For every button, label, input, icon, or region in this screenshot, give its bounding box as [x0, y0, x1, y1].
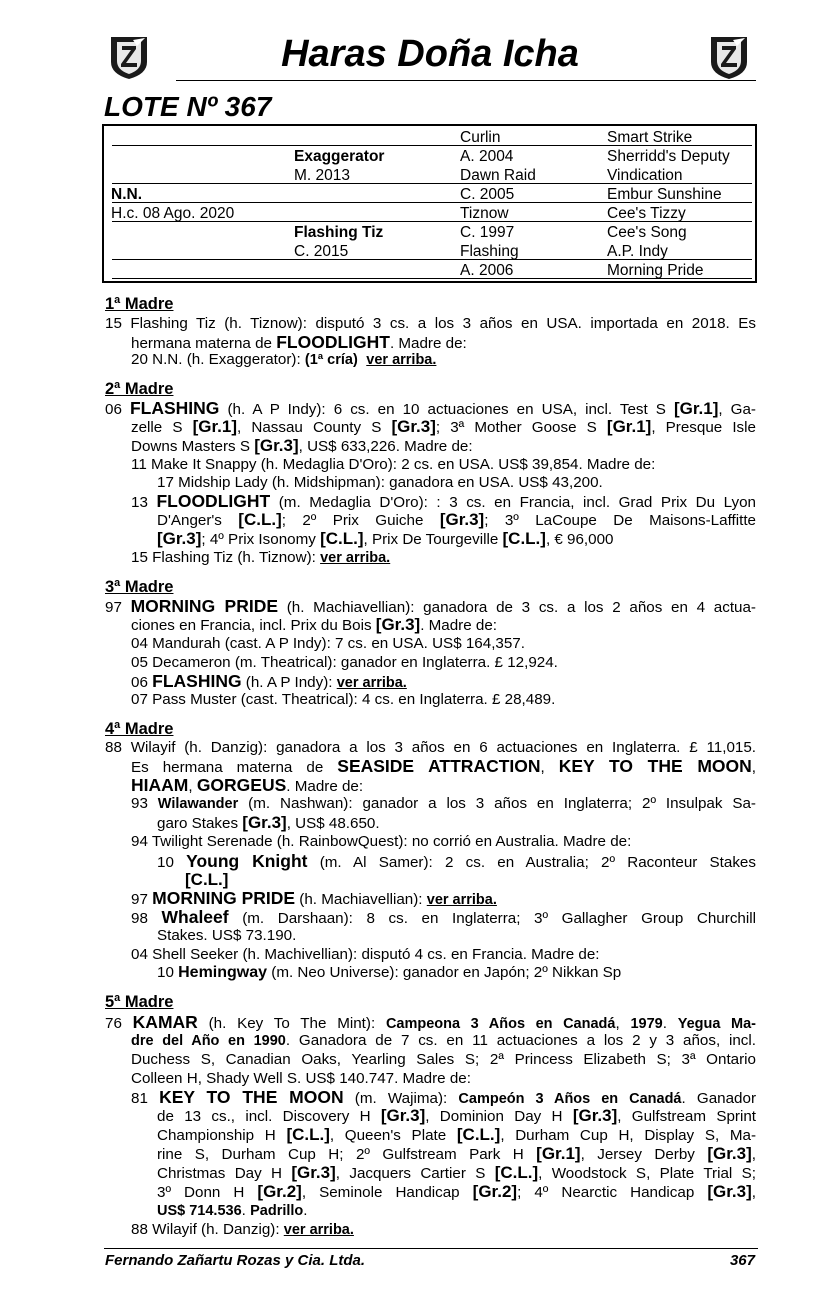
ver-arriba-link: ver arriba.	[320, 550, 391, 566]
dam-name: Flashing Tiz	[294, 224, 384, 241]
text-line: 05 Decameron (m. Theatrical): ganador en Inglaterra. £ 12,924.	[131, 654, 558, 671]
text-line: ciones en Francia, incl. Prix du Bois [Gr.3]. Madre de:	[131, 615, 498, 634]
sire-name: Exaggerator	[294, 148, 385, 165]
text-line: 93 Wilawander (m. Nashwan): ganador a los 3 años en Inglaterra; 2º Insulpak Sa-	[131, 795, 756, 812]
grandparent-name: Tiznow	[460, 205, 509, 222]
grandparent-name: Flashing	[460, 243, 519, 260]
footer-rule	[104, 1248, 758, 1249]
text-line: 97 MORNING PRIDE (h. Machiavellian): ver arriba.	[131, 888, 497, 908]
text-line: Championship H [C.L.], Queen's Plate [C.L.], Durham Cup H, Display S, Ma-	[157, 1125, 757, 1144]
text-line: de 13 cs., incl. Discovery H [Gr.3], Dominion Day H [Gr.3], Gulfstream Sprint	[157, 1106, 756, 1125]
text-line: 13 FLOODLIGHT (m. Medaglia D'Oro): : 3 cs. en Francia, incl. Grad Prix Du Lyon	[131, 491, 756, 511]
text-line: 81 KEY TO THE MOON (m. Wajima): Campeón 3 Años en Canadá. Ganador	[131, 1087, 756, 1107]
text-line: garo Stakes [Gr.3], US$ 48.650.	[157, 813, 380, 832]
text-line: 98 Whaleef (m. Darshaan): 8 cs. en Inglaterra; 3º Gallagher Group Churchill	[131, 907, 756, 927]
dam-detail: C. 2015	[294, 243, 349, 260]
ver-arriba-link: ver arriba.	[283, 1222, 354, 1238]
haras-logo-left-icon	[107, 34, 151, 80]
ver-arriba-link: ver arriba.	[426, 892, 497, 908]
great-grandparent: Cee's Tizzy	[607, 205, 686, 222]
text-line: Es hermana materna de SEASIDE ATTRACTION, KEY TO THE MOON,	[131, 756, 756, 776]
subject-name: N.N.	[111, 186, 142, 203]
great-grandparent: Embur Sunshine	[607, 186, 722, 203]
pedigree-table	[102, 124, 757, 283]
text-line: 97 MORNING PRIDE (h. Machiavellian): ganadora de 3 cs. a los 2 años en 4 actua-	[105, 596, 756, 616]
text-line: 76 KAMAR (h. Key To The Mint): Campeona 3 Años en Canadá, 1979. Yegua Ma-	[105, 1012, 756, 1032]
great-grandparent: A.P. Indy	[607, 243, 668, 260]
text-line: 04 Shell Seeker (h. Machivellian): disputó 4 cs. en Francia. Madre de:	[131, 946, 600, 963]
grandparent-detail: A. 2004	[460, 148, 514, 165]
text-line: Christmas Day H [Gr.3], Jacquers Cartier S [C.L.], Woodstock S, Plate Trial S;	[157, 1163, 756, 1182]
text-line: 3º Donn H [Gr.2], Seminole Handicap [Gr.2]; 4º Nearctic Handicap [Gr.3],	[157, 1182, 756, 1201]
great-grandparent: Vindication	[607, 167, 683, 184]
footer-company: Fernando Zañartu Rozas y Cia. Ltda.	[105, 1252, 366, 1269]
text-line: D'Anger's [C.L.]; 2º Prix Guiche [Gr.3]; 3º LaCoupe De Maisons-Laffitte	[157, 510, 757, 529]
text-line: 15 Flashing Tiz (h. Tiznow): disputó 3 cs. a los 3 años en USA. importada en 2018. Es	[105, 315, 756, 332]
text-line: hermana materna de FLOODLIGHT. Madre de:	[131, 332, 467, 352]
text-line: 15 Flashing Tiz (h. Tiznow): ver arriba.	[131, 549, 391, 566]
sire-detail: M. 2013	[294, 167, 351, 184]
text-line: dre del Año en 1990. Ganadora de 7 cs. en 11 actuaciones a los 2 y 3 años, incl.	[131, 1032, 756, 1049]
section-heading-4: 4ª Madre	[105, 720, 174, 738]
text-line: 94 Twilight Serenade (h. RainbowQuest): no corrió en Australia. Madre de:	[131, 833, 632, 850]
text-line: 04 Mandurah (cast. A P Indy): 7 cs. en USA. US$ 164,357.	[131, 635, 525, 652]
grandparent-detail: A. 2006	[460, 262, 514, 279]
text-line: 17 Midship Lady (h. Midshipman): ganadora en USA. US$ 43,200.	[157, 474, 603, 491]
great-grandparent: Cee's Song	[607, 224, 687, 241]
haras-logo-right-icon	[707, 34, 751, 80]
text-line: 88 Wilayif (h. Danzig): ganadora a los 3 años en 6 actuaciones en Inglaterra. £ 11,015.	[105, 739, 756, 756]
section-heading-2: 2ª Madre	[105, 380, 174, 398]
grandparent-detail: C. 1997	[460, 224, 515, 241]
grandparent-detail: C. 2005	[460, 186, 515, 203]
page-number: 367	[729, 1252, 755, 1269]
text-line: US$ 714.536. Padrillo.	[157, 1202, 308, 1219]
text-line: [Gr.3]; 4º Prix Isonomy [C.L.], Prix De Tourgeville [C.L.], € 96,000	[157, 529, 614, 548]
title-rule	[176, 80, 756, 81]
text-line: 07 Pass Muster (cast. Theatrical): 4 cs. en Inglaterra. £ 28,489.	[131, 691, 556, 708]
text-line: 88 Wilayif (h. Danzig): ver arriba.	[131, 1221, 354, 1238]
great-grandparent: Sherridd's Deputy	[607, 148, 730, 165]
text-line: 06 FLASHING (h. A P Indy): 6 cs. en 10 actuaciones en USA, incl. Test S [Gr.1], Ga-	[105, 398, 756, 418]
text-line: 10 Young Knight (m. Al Samer): 2 cs. en Australia; 2º Raconteur Stakes	[157, 851, 756, 871]
text-line: HIAAM, GORGEUS. Madre de:	[131, 775, 364, 795]
ver-arriba-link: ver arriba.	[366, 352, 437, 368]
section-heading-1: 1ª Madre	[105, 295, 174, 313]
grandparent-name: Dawn Raid	[460, 167, 536, 184]
subject-detail: H.c. 08 Ago. 2020	[111, 205, 235, 222]
text-line: 06 FLASHING (h. A P Indy): ver arriba.	[131, 671, 407, 691]
page-title: Haras Doña Icha	[281, 33, 579, 75]
text-line: Colleen H, Shady Well S. US$ 140.747. Madre de:	[131, 1070, 471, 1087]
great-grandparent: Morning Pride	[607, 262, 704, 279]
lot-number: LOTE Nº 367	[104, 91, 272, 122]
great-grandparent: Smart Strike	[607, 129, 693, 146]
text-line: Downs Masters S [Gr.3], US$ 633,226. Madre de:	[131, 436, 473, 455]
grandparent-name: Curlin	[460, 129, 501, 146]
text-line: 11 Make It Snappy (h. Medaglia D'Oro): 2 cs. en USA. US$ 39,854. Madre de:	[131, 456, 656, 473]
text-line: rine S, Durham Cup H; 2º Gulfstream Park H [Gr.1], Jersey Derby [Gr.3],	[157, 1144, 756, 1163]
text-line: Duchess S, Canadian Oaks, Yearling Sales S; 2ª Princess Elizabeth S; 3ª Ontario	[131, 1051, 756, 1068]
text-line: Stakes. US$ 73.190.	[157, 927, 297, 944]
text-line: [C.L.]	[185, 870, 229, 889]
text-line: 10 Hemingway (m. Neo Universe): ganador en Japón; 2º Nikkan Sp	[157, 964, 622, 981]
ver-arriba-link: ver arriba.	[336, 675, 407, 691]
text-line: zelle S [Gr.1], Nassau County S [Gr.3]; 3ª Mother Goose S [Gr.1], Presque Isle	[131, 417, 756, 436]
section-heading-3: 3ª Madre	[105, 578, 174, 596]
text-line: 20 N.N. (h. Exaggerator): (1ª cría) ver arriba.	[131, 351, 437, 368]
section-heading-5: 5ª Madre	[105, 993, 174, 1011]
